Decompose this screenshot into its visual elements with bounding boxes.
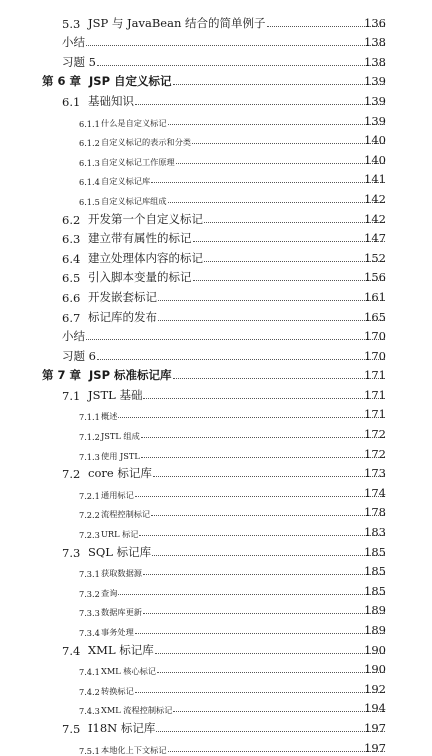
toc-entry-label [62,309,157,325]
toc-entry-sub[interactable] [0,187,432,207]
toc-entry-title: 标记库的发布 [88,309,157,324]
toc-dot-leader [157,672,385,673]
toc-dot-leader [151,182,385,183]
toc-dot-leader [168,202,385,203]
toc-entry-number: 7.4.1 [79,667,100,678]
toc-entry-number: 7.1.2 [79,432,100,443]
toc-entry-label [79,157,175,168]
toc-page-number: 185 [364,583,386,598]
toc-entry-section[interactable] [0,246,432,266]
toc-entry-title: 本地化上下文标记 [101,744,167,755]
toc-entry-title: XML 流程控制标记 [101,705,173,716]
toc-page-number: 139 [364,113,386,128]
toc-entry-number: 7.3.1 [79,569,100,580]
toc-dot-leader [141,457,385,458]
toc-entry-number: 6.6 [62,290,81,305]
toc-page-number: 171 [364,407,386,422]
toc-entry-title: 自定义标记工作原理 [101,156,175,167]
toc-entry-plain[interactable] [0,50,432,70]
toc-dot-leader [204,261,385,262]
toc-entry-number: 7.2.2 [79,510,100,521]
toc-entry-label [79,588,117,599]
toc-page-number: 140 [364,133,386,148]
toc-entry-section[interactable] [0,207,432,227]
toc-entry-section[interactable] [0,305,432,325]
toc-entry-title: 基础知识 [88,93,134,108]
toc-entry-number: 6.1.3 [79,157,100,168]
toc-entry-label [62,544,151,560]
toc-entry-title: 习题 5 [62,54,96,69]
toc-entry-title: 自定义标记库组成 [101,195,167,206]
toc-entry-section[interactable] [0,540,432,560]
toc-entry-label [62,720,155,736]
toc-dot-leader [86,45,385,46]
toc-entry-label [62,54,96,70]
toc-entry-title: 小结 [62,35,85,50]
toc-entry-title: XML 核心标记 [101,666,157,677]
toc-dot-leader [193,241,386,242]
toc-entry-sub[interactable] [0,520,432,540]
toc-entry-label [62,93,134,109]
toc-entry-plain[interactable] [0,31,432,51]
toc-entry-number: 第 6 章 [42,74,82,89]
toc-page-number: 165 [364,309,386,324]
toc-dot-leader [158,320,385,321]
toc-page-number: 197 [364,740,386,755]
toc-page-number: 185 [364,564,386,579]
toc-page-number: 170 [364,329,386,344]
toc-dot-leader [193,280,386,281]
toc-dot-leader [173,711,385,712]
toc-page-number: 136 [364,15,386,30]
toc-entry-label [79,686,134,697]
toc-entry-number: 7.3.4 [79,628,100,638]
toc-entry-sub[interactable] [0,618,432,638]
toc-page-number: 171 [364,368,386,383]
toc-entry-number: 7.3 [62,545,81,560]
toc-dot-leader [204,222,385,223]
toc-entry-title: 数据库更新 [101,607,142,618]
toc-entry-number: 7.1.3 [79,451,100,462]
toc-entry-label [62,34,85,50]
toc-entry-title: 通用标记 [101,489,134,500]
toc-page-number: 185 [364,544,386,559]
toc-entry-sub[interactable] [0,658,432,678]
toc-entry-section[interactable] [0,89,432,109]
toc-entry-label [79,118,167,129]
toc-entry-number: 6.1.4 [79,177,100,188]
toc-dot-leader [118,594,385,595]
toc-entry-sub[interactable] [0,501,432,521]
toc-entry-section[interactable] [0,227,432,247]
toc-page-number: 190 [364,662,386,677]
toc-entry-title: 查询 [101,587,118,598]
toc-entry-title: 自定义标记库 [101,176,151,187]
toc-entry-title: JSTL 组成 [101,431,140,442]
toc-dot-leader [86,339,385,340]
toc-page-number: 140 [364,152,386,167]
toc-entry-title: 开发第一个自定义标记 [88,211,203,226]
toc-page-number: 192 [364,681,386,696]
toc-dot-leader [152,555,385,556]
toc-entry-title: 获取数据源 [101,568,142,579]
toc-entry-section[interactable] [0,285,432,305]
toc-entry-title: 建立带有属性的标记 [88,231,192,246]
toc-dot-leader [135,692,385,693]
toc-page-number: 161 [364,289,386,304]
toc-entry-label [62,230,192,246]
toc-entry-label [62,642,154,658]
toc-entry-title: 自定义标记的表示和分类 [101,137,192,148]
toc-page-number: 190 [364,642,386,657]
toc-entry-number: 7.1.1 [79,412,100,423]
toc-dot-leader [135,633,385,634]
toc-entry-title: 开发嵌套标记 [88,289,157,304]
toc-dot-leader [173,84,385,85]
toc-entry-sub[interactable] [0,736,432,756]
toc-dot-leader [118,417,385,418]
toc-page-number: 141 [364,172,386,187]
toc-entry-number: 6.1.5 [79,196,100,207]
toc-page-number: 142 [364,191,386,206]
toc-entry-label [79,431,140,442]
toc-entry-label [62,348,96,364]
toc-entry-number: 6.1.1 [79,118,100,129]
toc-entry-label [42,73,172,89]
toc-entry-label [79,196,167,207]
toc-entry-chapter[interactable] [0,364,432,384]
toc-dot-leader [153,476,385,477]
toc-entry-title: 使用 JSTL [101,450,140,461]
toc-page-number: 172 [364,446,386,461]
toc-dot-leader [141,437,385,438]
toc-entry-title: 事务处理 [101,627,134,637]
toc-entry-label [62,15,266,31]
toc-entry-sub[interactable] [0,579,432,599]
toc-entry-label [42,367,172,383]
toc-entry-number: 6.1 [62,94,81,109]
toc-entry-sub[interactable] [0,109,432,129]
toc-dot-leader [168,751,385,752]
toc-entry-title: JSP 自定义标记 [89,74,172,89]
toc-page-number: 139 [364,74,386,89]
toc-entry-number: 6.2 [62,212,81,227]
toc-entry-chapter[interactable] [0,70,432,90]
toc-dot-leader [192,143,385,144]
toc-entry-label [79,705,172,716]
toc-page-number: 142 [364,211,386,226]
toc-entry-number: 6.1.2 [79,138,100,149]
toc-entry-section[interactable] [0,266,432,286]
toc-dot-leader [173,378,385,379]
toc-dot-leader [155,653,385,654]
toc-entry-title: I18N 标记库 [88,720,156,735]
toc-page-number: 189 [364,603,386,618]
toc-entry-label [79,509,150,520]
toc-dot-leader [156,731,385,732]
toc-page-number: 178 [364,505,386,520]
toc-entry-label [62,328,85,344]
toc-page-number: 138 [364,35,386,50]
toc-page-number: 172 [364,427,386,442]
toc-entry-sub[interactable] [0,442,432,462]
toc-dot-leader [135,104,385,105]
toc-page-number: 173 [364,466,386,481]
toc-entry-plain[interactable] [0,344,432,364]
toc-entry-title: 什么是自定义标记 [101,117,167,128]
toc-page-number: 197 [364,720,386,735]
toc-entry-sub[interactable] [0,560,432,580]
toc-entry-label [79,745,167,756]
toc-entry-title: 建立处理体内容的标记 [88,250,203,265]
toc-dot-leader [176,163,385,164]
toc-entry-label [62,211,203,227]
toc-entry-number: 7.5 [62,721,81,736]
toc-entry-label [79,137,191,148]
toc-entry-number: 5.3 [62,16,81,31]
toc-entry-number: 7.5.1 [79,745,100,756]
toc-dot-leader [97,65,385,66]
toc-entry-label [62,465,152,481]
toc-page-number: 189 [364,623,386,637]
toc-entry-label [62,250,203,266]
toc-entry-title: XML 标记库 [88,642,154,657]
toc-entry-number: 6.3 [62,232,81,247]
toc-dot-leader [143,398,385,399]
toc-entry-section[interactable] [0,716,432,736]
toc-page-number: 138 [364,54,386,69]
toc-entry-label [62,289,157,305]
toc-page-number: 170 [364,348,386,363]
toc-entry-label [79,568,142,579]
toc-entry-section[interactable] [0,638,432,658]
toc-dot-leader [97,359,385,360]
toc-entry-sub[interactable] [0,481,432,501]
toc-page-number: 194 [364,701,386,716]
toc-entry-label [79,529,138,540]
toc-entry-label [79,176,150,187]
toc-entry-number: 7.4 [62,643,81,658]
toc-entry-sub[interactable] [0,422,432,442]
toc-entry-section[interactable] [0,11,432,31]
toc-entry-sub[interactable] [0,403,432,423]
toc-dot-leader [151,515,385,516]
toc-dot-leader [135,496,385,497]
toc-entry-label [79,607,142,618]
toc-dot-leader [143,574,385,575]
toc-entry-title: 流程控制标记 [101,509,151,520]
toc-dot-leader [168,124,385,125]
toc-page-number: 156 [364,270,386,285]
toc-entry-label [79,490,134,501]
toc-entry-number: 7.1 [62,388,81,403]
toc-page-number: 183 [364,525,386,540]
toc-page-number: 139 [364,93,386,108]
toc-page-number: 171 [364,387,386,402]
toc-entry-number: 第 7 章 [42,368,82,383]
toc-entry-sub[interactable] [0,677,432,697]
toc-entry-label [79,411,117,422]
toc-entry-title: 引入脚本变量的标记 [88,270,192,285]
toc-page-number: 147 [364,231,386,246]
toc-dot-leader [139,535,385,536]
toc-entry-title: 小结 [62,329,85,344]
toc-entry-number: 7.2.3 [79,530,100,541]
toc-entry-number: 6.7 [62,310,81,325]
toc-entry-title: 习题 6 [62,348,96,363]
toc-entry-title: core 标记库 [88,466,152,481]
toc-entry-label [79,666,156,677]
toc-entry-number: 6.5 [62,271,81,286]
toc-entry-sub[interactable] [0,129,432,149]
toc-entry-sub[interactable] [0,168,432,188]
toc-entry-title: URL 标记 [101,529,139,540]
toc-page-number: 152 [364,250,386,265]
toc-entry-number: 7.2 [62,467,81,482]
toc-entry-number: 7.4.3 [79,706,100,717]
toc-page-number: 174 [364,485,386,500]
toc-entry-sub[interactable] [0,599,432,619]
toc-entry-sub[interactable] [0,148,432,168]
toc-entry-title: JSTL 基础 [88,387,143,402]
table-of-contents [0,11,432,756]
toc-entry-number: 7.2.1 [79,490,100,501]
toc-entry-title: 转换标记 [101,685,134,696]
toc-entry-label [79,451,140,462]
toc-entry-title: JSP 与 JavaBean 结合的简单例子 [88,15,266,30]
toc-entry-sub[interactable] [0,697,432,717]
toc-entry-section[interactable] [0,383,432,403]
toc-entry-number: 7.3.2 [79,588,100,599]
toc-entry-plain[interactable] [0,325,432,345]
toc-dot-leader [143,613,385,614]
toc-entry-number: 7.3.3 [79,608,100,619]
toc-entry-label [62,269,192,285]
toc-entry-number: 7.4.2 [79,686,100,697]
toc-entry-number: 6.4 [62,251,81,266]
toc-entry-label [79,627,134,638]
toc-dot-leader [158,300,385,301]
toc-entry-title: JSP 标准标记库 [89,368,172,383]
toc-entry-label [62,387,142,403]
toc-entry-section[interactable] [0,462,432,482]
toc-entry-title: SQL 标记库 [88,544,152,559]
toc-entry-title: 概述 [101,411,118,422]
